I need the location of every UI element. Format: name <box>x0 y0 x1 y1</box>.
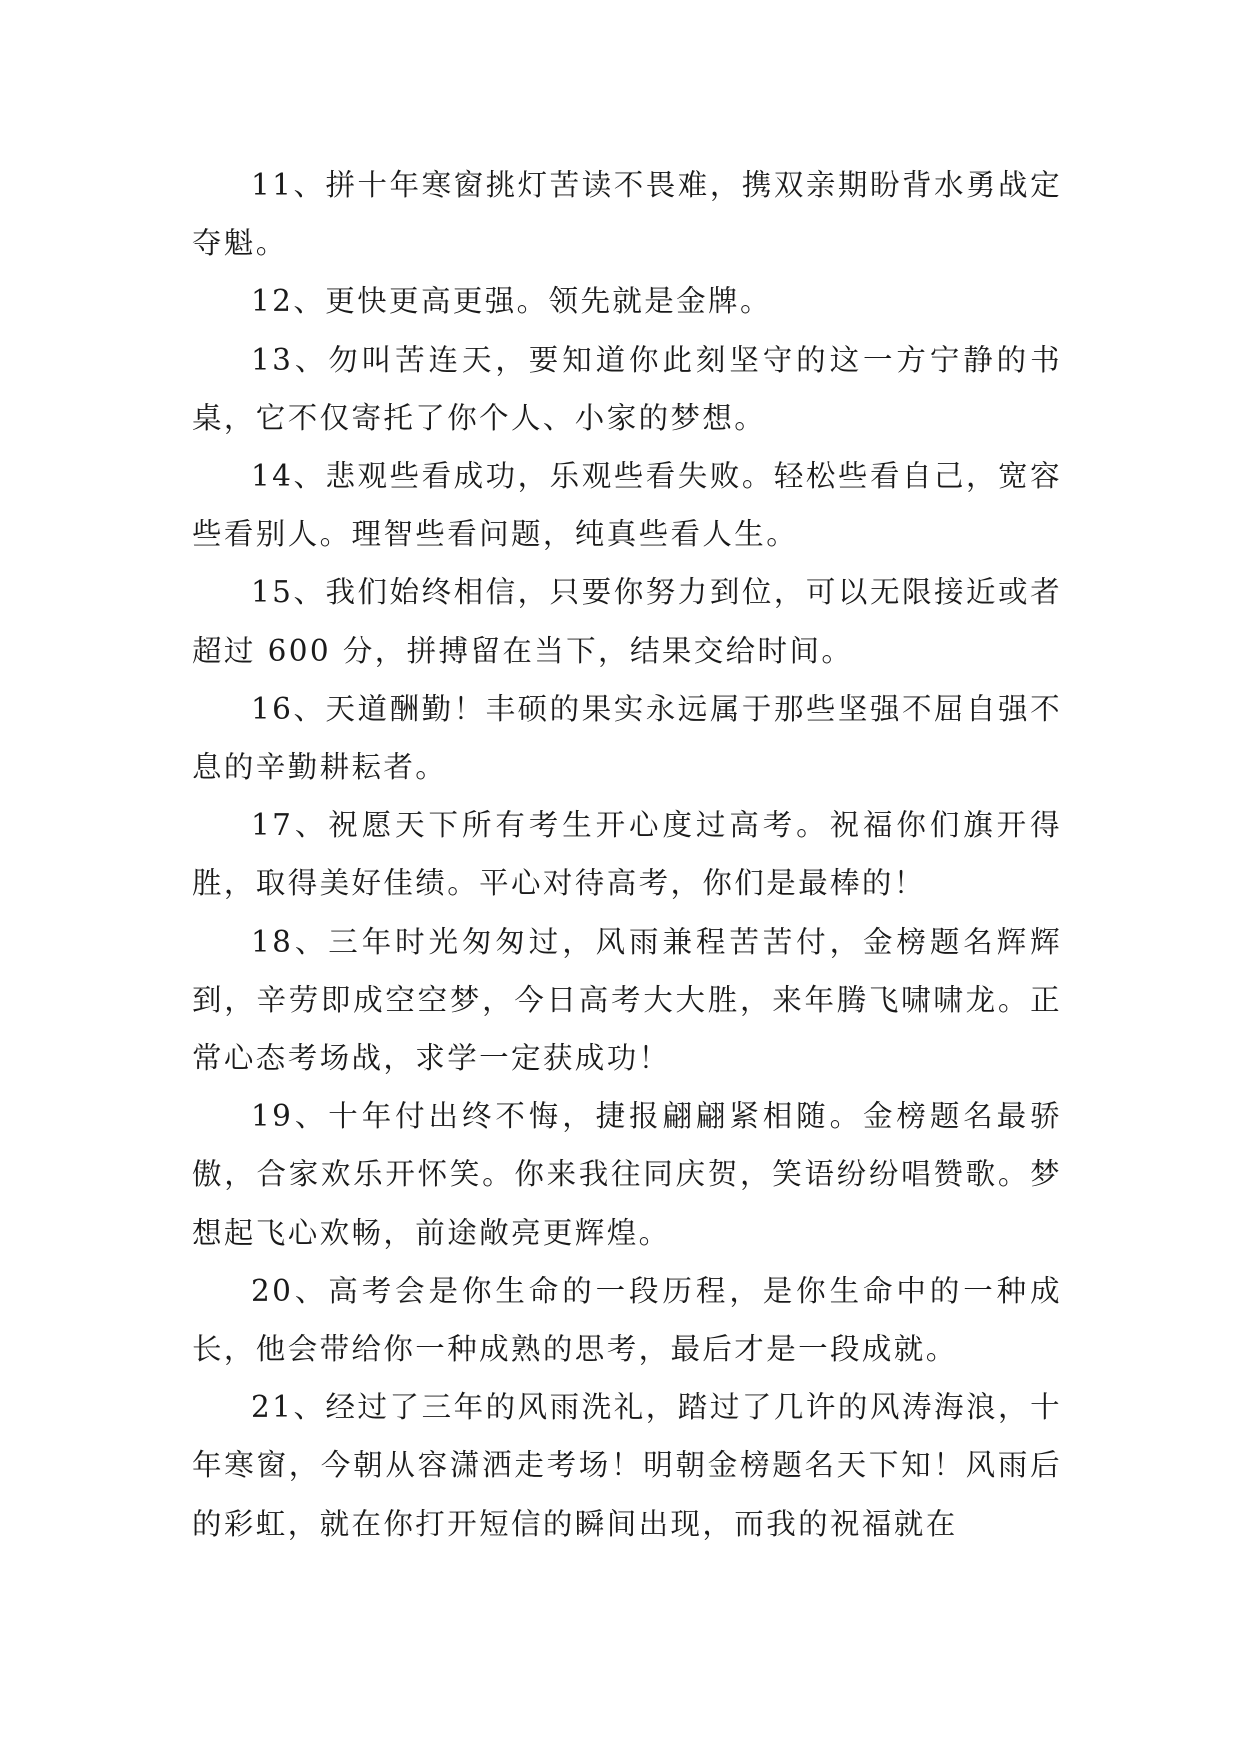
paragraph-15: 15、我们始终相信，只要你努力到位，可以无限接近或者超过 600 分，拼搏留在当下，结果交给时间。 <box>192 575 1062 668</box>
paragraph-16: 16、天道酬勤！丰硕的果实永远属于那些坚强不屈自强不息的辛勤耕耘者。 <box>192 691 1062 785</box>
document-body <box>192 156 1062 1553</box>
paragraph-19: 19、十年付出终不悔，捷报翩翩紧相随。金榜题名最骄傲，合家欢乐开怀笑。你来我往同庆贺，笑语纷纷唱赞歌。梦想起飞心欢畅，前途敞亮更辉煌。 <box>192 1099 1062 1250</box>
paragraph-17: 17、祝愿天下所有考生开心度过高考。祝福你们旗开得胜，取得美好佳绩。平心对待高考，你们是最棒的！ <box>192 808 1062 901</box>
paragraph-14: 14、悲观些看成功，乐观些看失败。轻松些看自己，宽容些看别人。理智些看问题，纯真些看人生。 <box>192 459 1062 552</box>
paragraph-18: 18、三年时光匆匆过，风雨兼程苦苦付，金榜题名辉辉到，辛劳即成空空梦，今日高考大大胜，来年腾飞啸啸龙。正常心态考场战，求学一定获成功！ <box>192 924 1062 1076</box>
paragraph-21: 21、经过了三年的风雨洗礼，踏过了几许的风涛海浪，十年寒窗，今朝从容潇洒走考场！明朝金榜题名天下知！风雨后的彩虹，就在你打开短信的瞬间出现，而我的祝福就在 <box>192 1390 1062 1541</box>
paragraph-20: 20、高考会是你生命的一段历程，是你生命中的一种成长，他会带给你一种成熟的思考，最后才是一段成就。 <box>192 1273 1062 1367</box>
paragraph-11: 11、拼十年寒窗挑灯苦读不畏难，携双亲期盼背水勇战定夺魁。 <box>192 168 1062 261</box>
paragraph-13: 13、勿叫苦连天，要知道你此刻坚守的这一方宁静的书桌，它不仅寄托了你个人、小家的梦想。 <box>192 342 1062 435</box>
paragraph-12: 12、更快更高更强。领先就是金牌。 <box>251 284 772 319</box>
